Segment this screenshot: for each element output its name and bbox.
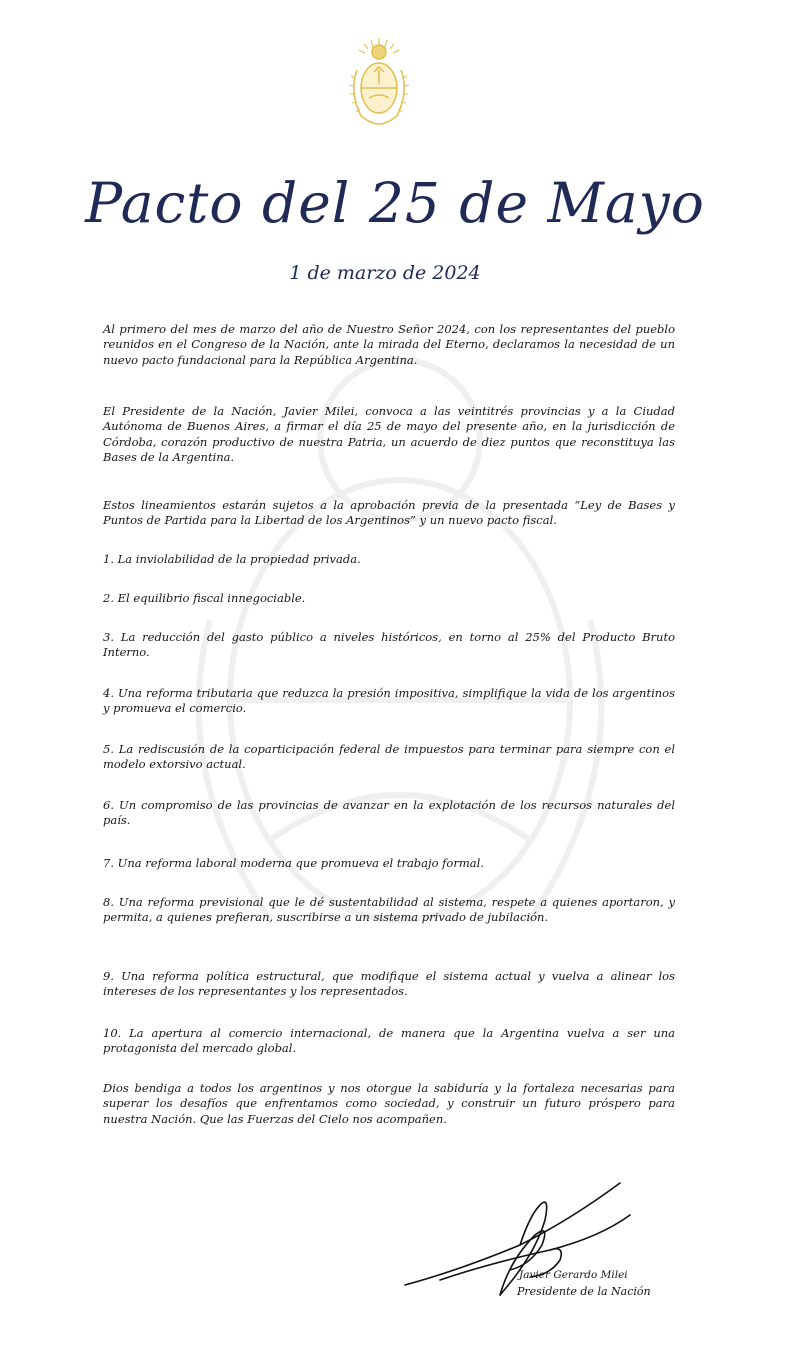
list-item: 4. Una reforma tributaria que reduzca la presión impositiva, simplifique la vida de los argentinos y promueva el comercio. <box>103 686 675 716</box>
closing-paragraph: Dios bendiga a todos los argentinos y nos otorgue la sabiduría y la fortaleza necesarias para superar los desafíos que enfrentamos como sociedad, y construir un futuro próspero para nuestra Nación. Que las Fuerzas del Cielo nos acompañen. <box>103 1081 675 1126</box>
list-item: 7. Una reforma laboral moderna que promueva el trabajo formal. <box>103 856 484 870</box>
list-item: 6. Un compromiso de las provincias de avanzar en la explotación de los recursos naturales del país. <box>103 798 675 828</box>
argentina-coat-of-arms-icon <box>347 36 411 128</box>
intro-paragraph: Estos lineamientos estarán sujetos a la aprobación previa de la presentada “Ley de Bases y Puntos de Partida para la Libertad de los Argentinos” y un nuevo pacto fiscal. <box>103 498 675 528</box>
intro-paragraph: Al primero del mes de marzo del año de Nuestro Señor 2024, con los representantes del pueblo reunidos en el Congreso de la Nación, ante la mirada del Eterno, declaramos la necesidad de un nuevo pacto fundacional para la República Argentina. <box>103 322 675 367</box>
list-item: 8. Una reforma previsional que le dé sustentabilidad al sistema, respete a quienes aportaron, y permita, a quienes prefieran, suscribirse a un sistema privado de jubilación. <box>103 895 675 925</box>
list-item: 9. Una reforma política estructural, que modifique el sistema actual y vuelva a alinear los intereses de los representantes y los representados. <box>103 969 675 999</box>
signatory-role: Presidente de la Nación <box>517 1285 651 1298</box>
list-item: 5. La rediscusión de la coparticipación federal de impuestos para terminar para siempre con el modelo extorsivo actual. <box>103 742 675 772</box>
list-item: 1. La inviolabilidad de la propiedad privada. <box>103 552 361 566</box>
intro-paragraph: El Presidente de la Nación, Javier Milei, convoca a las veintitrés provincias y a la Ciudad Autónoma de Buenos Aires, a firmar el día 25 de mayo del presente año, en la jurisdicción de Córdoba, corazón productivo de nuestra Patria, un acuerdo de diez puntos que reconstituya las Bases de la Argentina. <box>103 404 675 465</box>
list-item: 3. La reducción del gasto público a niveles históricos, en torno al 25% del Producto Bruto Interno. <box>103 630 675 660</box>
document-date: 1 de marzo de 2024 <box>289 262 481 284</box>
signatory-name: Javier Gerardo Milei <box>519 1269 628 1281</box>
document-title: Pacto del 25 de Mayo <box>85 171 705 235</box>
list-item: 10. La apertura al comercio internacional, de manera que la Argentina vuelva a ser una protagonista del mercado global. <box>103 1026 675 1056</box>
list-item: 2. El equilibrio fiscal innegociable. <box>103 591 306 605</box>
